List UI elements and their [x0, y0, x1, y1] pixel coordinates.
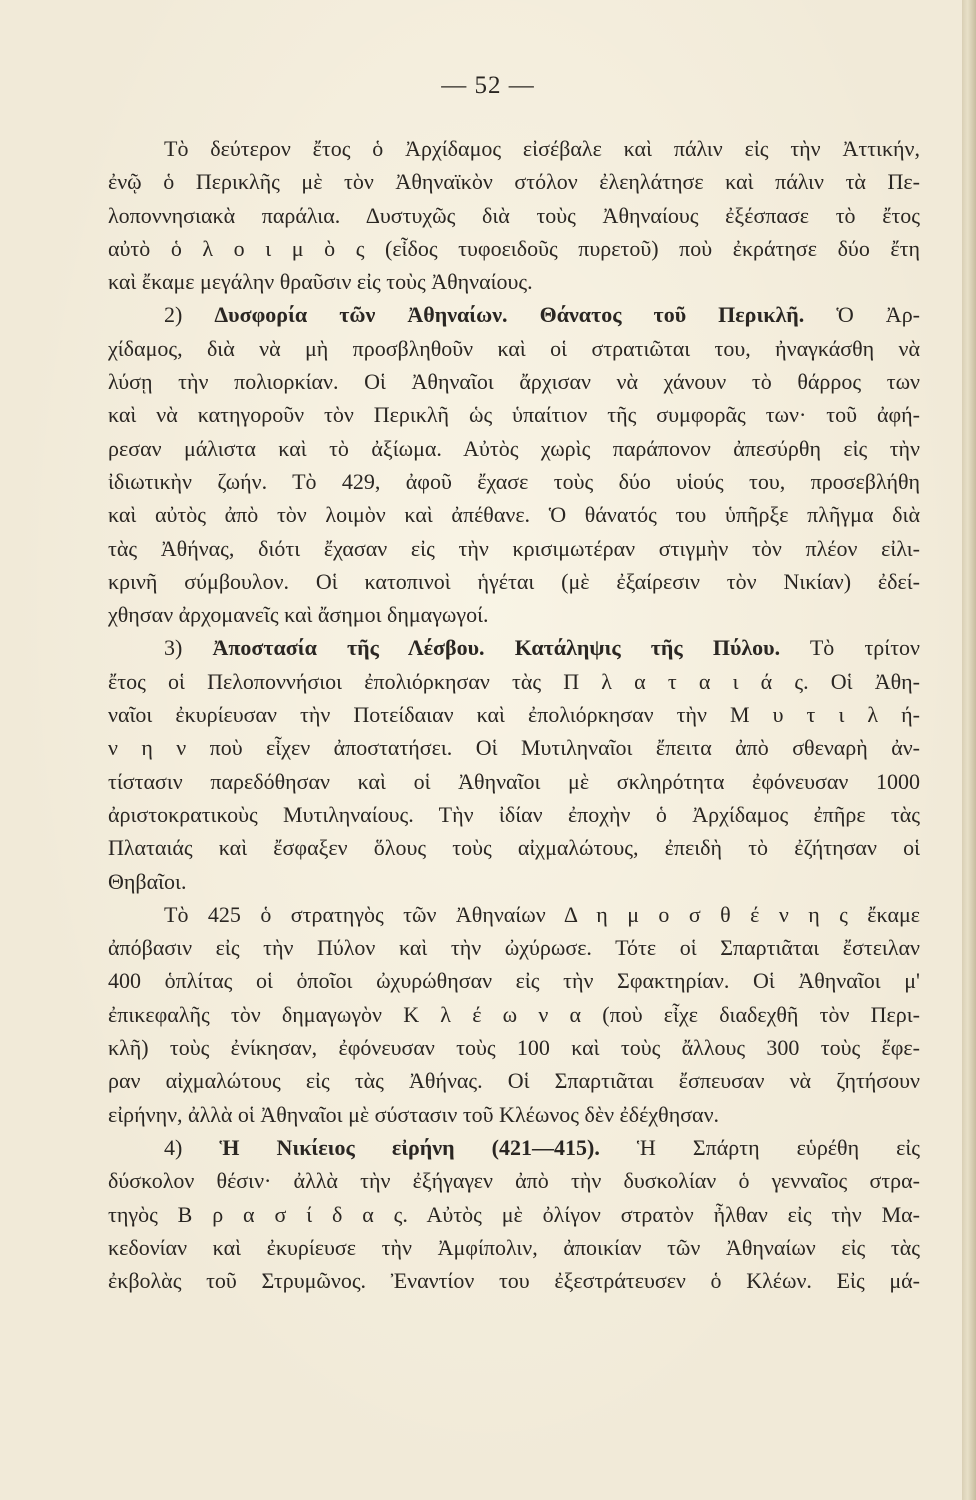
text-line: [108, 298, 920, 331]
text-segment: ἀριστοκρατικοὺς Μυτιληναίους. Τὴν ἰδίαν ἐποχὴν ὁ Ἀρχίδαμος ἐπῆρε τὰς: [108, 801, 920, 827]
text-segment: ν η ν ποὺ εἶχεν ἀποστατήσει. Οἱ Μυτιληναῖοι ἔπειτα ἀπὸ σθεναρὴ ἀν-: [108, 735, 920, 761]
text-segment: ραν αἰχμαλώτους εἰς τὰς Ἀθήνας. Οἱ Σπαρτιᾶται ἔσπευσαν νὰ ζητήσουν: [108, 1068, 920, 1094]
text-line: [108, 265, 920, 298]
page-number: — 52 —: [441, 72, 535, 99]
text-line: [108, 1064, 920, 1097]
text-segment: ἀπόβασιν εἰς τὴν Πύλον καὶ τὴν ὠχύρωσε. Τότε οἱ Σπαρτιᾶται ἔστειλαν: [108, 935, 920, 961]
text-line: [108, 398, 920, 431]
text-segment: εἰρήνην, ἀλλὰ οἱ Ἀθηναῖοι μὲ σύστασιν τοῦ Κλέωνος δὲν ἐδέχθησαν.: [108, 1101, 720, 1127]
text-segment: καὶ αὐτὸς ἀπὸ τὸν λοιμὸν καὶ ἀπέθανε. Ὁ θάνατός του ὑπῆρξε πλῆγμα διὰ: [108, 502, 920, 528]
text-line: [108, 931, 920, 964]
text-line: [108, 798, 920, 831]
text-segment: κρινῆ σύμβουλον. Οἱ κατοπινοὶ ἡγέται (μὲ ἐξαίρεσιν τὸν Νικίαν) ἐδεί-: [108, 568, 920, 594]
text-line: [108, 598, 920, 631]
text-segment: καὶ ἔκαμε μεγάλην θραῦσιν εἰς τοὺς Ἀθηναίους.: [108, 269, 533, 295]
section-heading: Δυσφορία τῶν Ἀθηναίων. Θάνατος τοῦ Περικλῆ.: [214, 302, 805, 328]
text-line: [108, 765, 920, 798]
text-segment: κλῆ) τοὺς ἐνίκησαν, ἐφόνευσαν τοὺς 100 καὶ τοὺς ἄλλους 300 τοὺς ἔφε-: [108, 1035, 920, 1061]
text-segment: 3): [164, 635, 213, 661]
text-segment: 2): [164, 302, 215, 328]
text-line: [108, 998, 920, 1031]
text-line: [108, 631, 920, 664]
text-segment: χθησαν ἀρχομανεῖς καὶ ἄσημοι δημαγωγοί.: [108, 602, 489, 628]
text-line: [108, 332, 920, 365]
text-segment: ἐκβολὰς τοῦ Στρυμῶνος. Ἐναντίον του ἐξεστράτευσεν ὁ Κλέων. Εἰς μά-: [108, 1268, 920, 1294]
text-line: [108, 964, 920, 997]
text-segment: κεδονίαν καὶ ἐκυρίευσε τὴν Ἀμφίπολιν, ἀποικίαν τῶν Ἀθηναίων εἰς τὰς: [108, 1234, 920, 1260]
text-line: [108, 1164, 920, 1197]
text-segment: ρεσαν μάλιστα καὶ τὸ ἀξίωμα. Αὐτὸς χωρὶς παράπονον ἀπεσύρθη εἰς τὴν: [108, 435, 920, 461]
text-segment: 4): [164, 1134, 220, 1160]
text-line: [108, 698, 920, 731]
page-edge: [962, 0, 976, 1500]
text-segment: λύσῃ τὴν πολιορκίαν. Οἱ Ἀθηναῖοι ἄρχισαν νὰ χάνουν τὸ θάρρος των: [108, 369, 920, 395]
text-line: [108, 165, 920, 198]
text-segment: καὶ νὰ κατηγοροῦν τὸν Περικλῆ ὡς ὑπαίτιον τῆς συμφορᾶς των· τοῦ ἀφή-: [108, 402, 920, 428]
body-text: [108, 132, 920, 1297]
text-segment: Θηβαῖοι.: [108, 868, 187, 894]
text-segment: δύσκολον θέσιν· ἀλλὰ τὴν ἐξήγαγεν ἀπὸ τὴν δυσκολίαν ὁ γενναῖος στρα-: [108, 1168, 920, 1194]
text-line: [108, 365, 920, 398]
section-heading: Ἀποστασία τῆς Λέσβου. Κατάληψις τῆς Πύλου.: [212, 635, 781, 661]
text-segment: Πλαταιάς καὶ ἔσφαξεν ὅλους τοὺς αἰχμαλώτους, ἐπειδὴ τὸ ἐζήτησαν οἱ: [108, 835, 920, 861]
text-segment: τὰς Ἀθήνας, διότι ἔχασαν εἰς τὴν κρισιμωτέραν στιγμὴν τὸν πλέον εἰλι-: [108, 535, 920, 561]
text-line: [108, 865, 920, 898]
text-segment: ἐπικεφαλῆς τὸν δημαγωγὸν Κ λ έ ω ν α (ποὺ εἶχε διαδεχθῆ τὸν Περι-: [108, 1001, 920, 1027]
text-segment: 400 ὁπλίτας οἱ ὁποῖοι ὠχυρώθησαν εἰς τὴν Σφακτηρίαν. Οἱ Ἀθηναῖοι μ': [108, 968, 920, 994]
text-line: [108, 1131, 920, 1164]
text-line: [108, 199, 920, 232]
text-line: [108, 1031, 920, 1064]
text-line: [108, 532, 920, 565]
text-segment: Ἡ Σπάρτη εὑρέθη εἰς: [599, 1134, 920, 1160]
text-segment: Ὁ Ἀρ-: [804, 302, 920, 328]
text-segment: ἔτος οἱ Πελοποννήσιοι ἐπολιόρκησαν τὰς Π λ α τ α ι ά ς. Οἱ Ἀθη-: [108, 668, 920, 694]
text-line: [108, 831, 920, 864]
text-line: [108, 1264, 920, 1297]
text-segment: ἰδιωτικὴν ζωήν. Τὸ 429, ἀφοῦ ἔχασε τοὺς δύο υἱούς του, προσεβλήθη: [108, 468, 920, 494]
text-line: [108, 1198, 920, 1231]
section-heading: Ἡ Νικίειος εἰρήνη (421—415).: [219, 1134, 600, 1160]
text-segment: ναῖοι ἐκυρίευσαν τὴν Ποτείδαιαν καὶ ἐπολιόρκησαν τὴν Μ υ τ ι λ ή-: [108, 702, 920, 728]
text-segment: Τὸ δεύτερον ἔτος ὁ Ἀρχίδαμος εἰσέβαλε καὶ πάλιν εἰς τὴν Ἀττικήν,: [164, 136, 920, 161]
text-line: [108, 132, 920, 165]
text-line: [108, 432, 920, 465]
text-line: [108, 1231, 920, 1264]
text-segment: Τὸ τρίτον: [780, 635, 920, 661]
text-line: [108, 665, 920, 698]
text-line: [108, 565, 920, 598]
text-segment: αὐτὸ ὁ λ ο ι μ ὸ ς (εἶδος τυφοειδοῦς πυρετοῦ) ποὺ ἐκράτησε δύο ἔτη: [108, 235, 920, 261]
text-line: [108, 232, 920, 265]
text-segment: ἐνῷ ὁ Περικλῆς μὲ τὸν Ἀθηναϊκὸν στόλον ἐλεηλάτησε καὶ πάλιν τὰ Πε-: [108, 169, 920, 195]
text-line: [108, 1098, 920, 1131]
text-line: [108, 498, 920, 531]
text-line: [108, 731, 920, 764]
text-segment: τίστασιν παρεδόθησαν καὶ οἱ Ἀθηναῖοι μὲ σκληρότητα ἐφόνευσαν 1000: [108, 768, 920, 794]
text-segment: λοποννησιακὰ παράλια. Δυστυχῶς διὰ τοὺς Ἀθηναίους ἐξέσπασε τὸ ἔτος: [108, 202, 920, 228]
text-segment: Τὸ 425 ὁ στρατηγὸς τῶν Ἀθηναίων Δ η μ ο σ θ έ ν η ς ἔκαμε: [164, 901, 920, 927]
text-line: [108, 898, 920, 931]
text-line: [108, 465, 920, 498]
text-segment: χίδαμος, διὰ νὰ μὴ προσβληθοῦν καὶ οἱ στρατιῶται του, ἠναγκάσθη νὰ: [108, 335, 920, 361]
text-segment: τηγὸς Β ρ α σ ί δ α ς. Αὐτὸς μὲ ὀλίγον στρατὸν ἦλθαν εἰς τὴν Μα-: [108, 1201, 920, 1227]
